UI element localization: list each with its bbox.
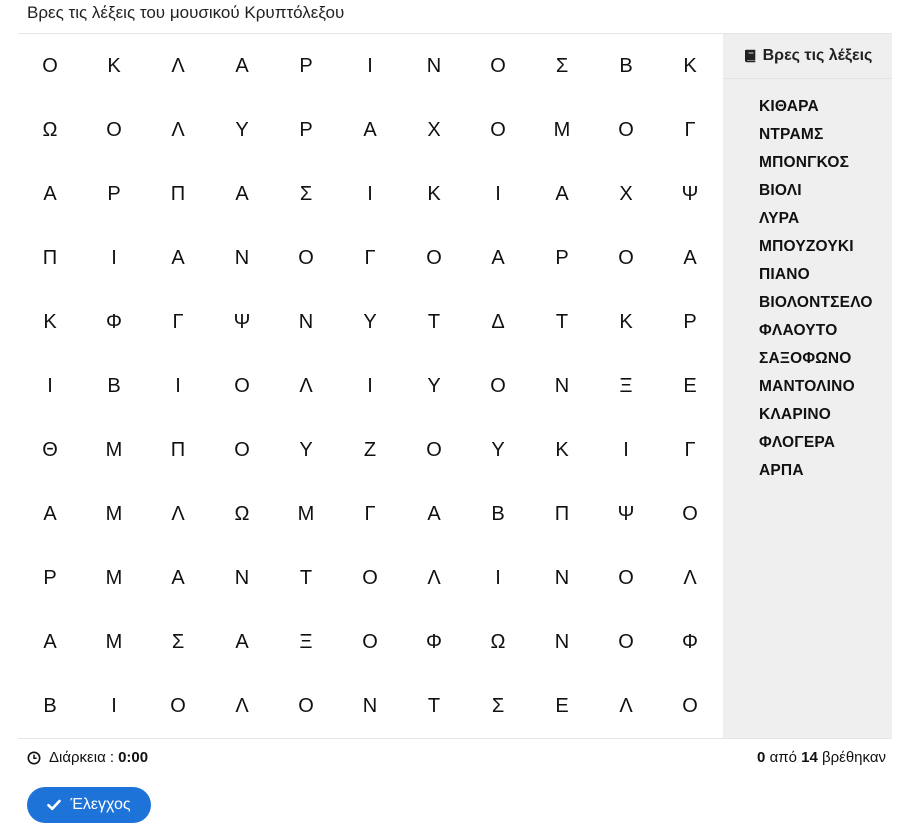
grid-cell[interactable]: Κ <box>683 54 697 77</box>
book-icon <box>743 49 757 63</box>
grid-cell[interactable]: Υ <box>363 310 377 333</box>
grid-cell[interactable]: Σ <box>299 182 313 205</box>
total-count: 14 <box>801 749 818 766</box>
word-list-item: ΒΙΟΛΙ <box>759 182 802 199</box>
grid-cell[interactable]: Μ <box>105 566 123 589</box>
grid-cell[interactable]: Φ <box>106 310 122 333</box>
grid-cell[interactable]: Γ <box>684 118 696 141</box>
grid-cell[interactable]: Σ <box>491 694 505 717</box>
grid-cell[interactable]: Α <box>171 566 185 589</box>
grid-cell[interactable]: Ο <box>234 374 250 397</box>
grid-cell[interactable]: Τ <box>299 566 313 589</box>
grid-cell[interactable]: Ν <box>554 630 570 653</box>
grid-cell[interactable]: Ω <box>234 502 250 525</box>
grid-cell[interactable]: Α <box>363 118 377 141</box>
grid-cell[interactable]: Ξ <box>619 374 633 397</box>
grid-cell[interactable]: Ο <box>490 118 506 141</box>
grid-cell[interactable]: Λ <box>171 502 185 525</box>
grid-cell[interactable]: Γ <box>684 438 696 461</box>
word-list <box>723 79 892 485</box>
grid-cell[interactable]: Α <box>491 246 505 269</box>
grid-cell[interactable]: Ι <box>367 182 373 205</box>
grid-cell[interactable]: Ψ <box>617 502 635 525</box>
grid-cell[interactable]: Ο <box>682 502 698 525</box>
grid-cell[interactable]: Π <box>42 246 58 269</box>
grid-cell[interactable]: Π <box>554 502 570 525</box>
grid-cell[interactable]: Α <box>683 246 697 269</box>
grid-cell[interactable]: Ι <box>47 374 53 397</box>
grid-cell[interactable]: Β <box>107 374 121 397</box>
grid-cell[interactable]: Ω <box>42 118 58 141</box>
grid-cell[interactable]: Κ <box>43 310 57 333</box>
grid-cell[interactable]: Α <box>43 630 57 653</box>
grid-cell[interactable]: Ν <box>362 694 378 717</box>
grid-cell[interactable]: Α <box>171 246 185 269</box>
word-list-heading: Βρες τις λέξεις <box>762 47 873 64</box>
grid-cell[interactable]: Χ <box>427 118 441 141</box>
check-icon <box>47 799 61 811</box>
grid-cell[interactable]: Ο <box>618 118 634 141</box>
grid-cell[interactable]: Υ <box>299 438 313 461</box>
grid-cell[interactable]: Ι <box>111 246 117 269</box>
grid-cell[interactable]: Π <box>170 438 186 461</box>
grid-cell[interactable]: Ο <box>618 630 634 653</box>
grid-cell[interactable]: Ι <box>623 438 629 461</box>
grid-cell[interactable]: Ο <box>618 246 634 269</box>
grid-cell[interactable]: Λ <box>683 566 697 589</box>
grid-cell[interactable]: Ι <box>495 182 501 205</box>
grid-cell[interactable]: Δ <box>491 310 505 333</box>
grid-cell[interactable]: Τ <box>427 694 441 717</box>
word-list-item: ΜΠΟΝΓΚΟΣ <box>759 154 850 171</box>
page-title: Βρες τις λέξεις του μουσικού Κρυπτόλεξου <box>27 3 345 22</box>
grid-cell[interactable]: Ο <box>362 566 378 589</box>
grid-cell[interactable]: Μ <box>105 502 123 525</box>
grid-cell[interactable]: Ζ <box>363 438 377 461</box>
grid-cell[interactable]: Ι <box>495 566 501 589</box>
grid-cell[interactable]: Ο <box>618 566 634 589</box>
grid-cell[interactable]: Λ <box>171 54 185 77</box>
grid-cell[interactable]: Μ <box>105 438 123 461</box>
grid-cell[interactable]: Ι <box>175 374 181 397</box>
word-list-item: ΛΥΡΑ <box>759 210 800 227</box>
grid-cell[interactable]: Ε <box>555 694 569 717</box>
clock-icon <box>27 751 41 765</box>
word-list-panel <box>723 34 892 738</box>
grid-cell[interactable]: Ο <box>234 438 250 461</box>
word-list-item: ΜΠΟΥΖΟΥΚΙ <box>759 238 854 255</box>
grid-cell[interactable]: Λ <box>171 118 185 141</box>
grid-cell[interactable]: Σ <box>171 630 185 653</box>
grid-cell[interactable]: Π <box>170 182 186 205</box>
word-list-item: ΦΛΑΟΥΤΟ <box>759 322 838 339</box>
grid-cell[interactable]: Τ <box>555 310 569 333</box>
grid-cell[interactable]: Α <box>43 502 57 525</box>
word-list-item: ΝΤΡΑΜΣ <box>759 126 824 143</box>
letter-grid <box>18 34 723 738</box>
word-list-item: ΣΑΞΟΦΩΝΟ <box>759 350 852 367</box>
grid-cell[interactable]: Κ <box>427 182 441 205</box>
grid-cell[interactable]: Μ <box>297 502 315 525</box>
grid-cell[interactable]: Λ <box>427 566 441 589</box>
found-suffix: βρέθηκαν <box>821 749 886 766</box>
grid-cell[interactable]: Ρ <box>43 566 57 589</box>
found-middle: από <box>769 749 797 766</box>
divider <box>18 738 892 739</box>
grid-cell[interactable]: Ο <box>42 54 58 77</box>
grid-cell[interactable]: Ο <box>106 118 122 141</box>
found-count: 0 <box>757 749 766 766</box>
grid-cell[interactable]: Α <box>427 502 441 525</box>
grid-cell[interactable]: Β <box>619 54 633 77</box>
grid-cell[interactable]: Α <box>555 182 569 205</box>
word-list-item: ΠΙΑΝΟ <box>759 266 810 283</box>
grid-cell[interactable]: Σ <box>555 54 569 77</box>
grid-cell[interactable]: Υ <box>427 374 441 397</box>
grid-cell[interactable]: Ο <box>490 54 506 77</box>
grid-cell[interactable]: Μ <box>105 630 123 653</box>
word-list-item: ΜΑΝΤΟΛΙΝΟ <box>759 378 855 395</box>
grid-cell[interactable]: Β <box>43 694 57 717</box>
grid-cell[interactable]: Β <box>491 502 505 525</box>
timer-label: Διάρκεια : <box>49 749 115 766</box>
grid-cell[interactable]: Ν <box>426 54 442 77</box>
grid-cell[interactable]: Ξ <box>299 630 313 653</box>
grid-cell[interactable]: Ψ <box>233 310 251 333</box>
found-counter <box>757 749 886 766</box>
grid-cell[interactable]: Ν <box>554 566 570 589</box>
grid-cell[interactable]: Γ <box>172 310 184 333</box>
grid-cell[interactable]: Ν <box>298 310 314 333</box>
grid-cell[interactable]: Ο <box>490 374 506 397</box>
grid-cell[interactable]: Θ <box>42 438 58 461</box>
grid-cell[interactable]: Α <box>235 54 249 77</box>
grid-cell[interactable]: Ο <box>682 694 698 717</box>
grid-cell[interactable]: Γ <box>364 502 376 525</box>
grid-cell[interactable]: Α <box>235 630 249 653</box>
grid-cell[interactable]: Χ <box>619 182 633 205</box>
grid-cell[interactable]: Ι <box>367 54 373 77</box>
grid-cell[interactable]: Κ <box>555 438 569 461</box>
check-button-label: Έλεγχος <box>70 796 131 813</box>
word-list-item: ΚΙΘΑΡΑ <box>759 98 819 115</box>
grid-cell[interactable]: Υ <box>235 118 249 141</box>
grid-cell[interactable]: Ο <box>426 246 442 269</box>
grid-cell[interactable]: Φ <box>682 630 698 653</box>
grid-cell[interactable]: Α <box>43 182 57 205</box>
word-list-item: ΦΛΟΓΕΡΑ <box>759 434 836 451</box>
grid-cell[interactable]: Ο <box>298 246 314 269</box>
word-list-item: ΑΡΠΑ <box>759 462 804 479</box>
grid-cell[interactable]: Α <box>235 182 249 205</box>
grid-cell[interactable]: Λ <box>619 694 633 717</box>
timer <box>27 749 148 766</box>
grid-cell[interactable]: Λ <box>235 694 249 717</box>
grid-cell[interactable]: Ν <box>234 566 250 589</box>
grid-cell[interactable]: Ο <box>170 694 186 717</box>
grid-cell[interactable]: Ρ <box>299 54 313 77</box>
grid-cell[interactable]: Ο <box>426 438 442 461</box>
grid-cell[interactable]: Ρ <box>683 310 697 333</box>
word-list-item: ΒΙΟΛΟΝΤΣΕΛΟ <box>759 294 873 311</box>
check-button[interactable] <box>27 787 151 823</box>
grid-cell[interactable]: Κ <box>107 54 121 77</box>
grid-cell[interactable]: Ο <box>362 630 378 653</box>
grid-cell[interactable]: Ρ <box>555 246 569 269</box>
grid-cell[interactable]: Φ <box>426 630 442 653</box>
grid-cell[interactable]: Μ <box>553 118 571 141</box>
grid-cell[interactable]: Γ <box>364 246 376 269</box>
grid-cell[interactable]: Υ <box>491 438 505 461</box>
timer-value: 0:00 <box>118 749 149 766</box>
word-list-item: ΚΛΑΡΙΝΟ <box>759 406 832 423</box>
grid-cell[interactable]: Ω <box>490 630 506 653</box>
grid-cell[interactable]: Ν <box>554 374 570 397</box>
grid-cell[interactable]: Ι <box>367 374 373 397</box>
grid-cell[interactable]: Ρ <box>107 182 121 205</box>
grid-cell[interactable]: Ε <box>683 374 697 397</box>
grid-cell[interactable]: Ο <box>298 694 314 717</box>
grid-cell[interactable]: Λ <box>299 374 313 397</box>
grid-cell[interactable]: Ρ <box>299 118 313 141</box>
word-list-header <box>723 34 892 79</box>
grid-cell[interactable]: Κ <box>619 310 633 333</box>
grid-cell[interactable]: Ψ <box>681 182 699 205</box>
grid-cell[interactable]: Ν <box>234 246 250 269</box>
grid-cell[interactable]: Τ <box>427 310 441 333</box>
grid-cell[interactable]: Ι <box>111 694 117 717</box>
